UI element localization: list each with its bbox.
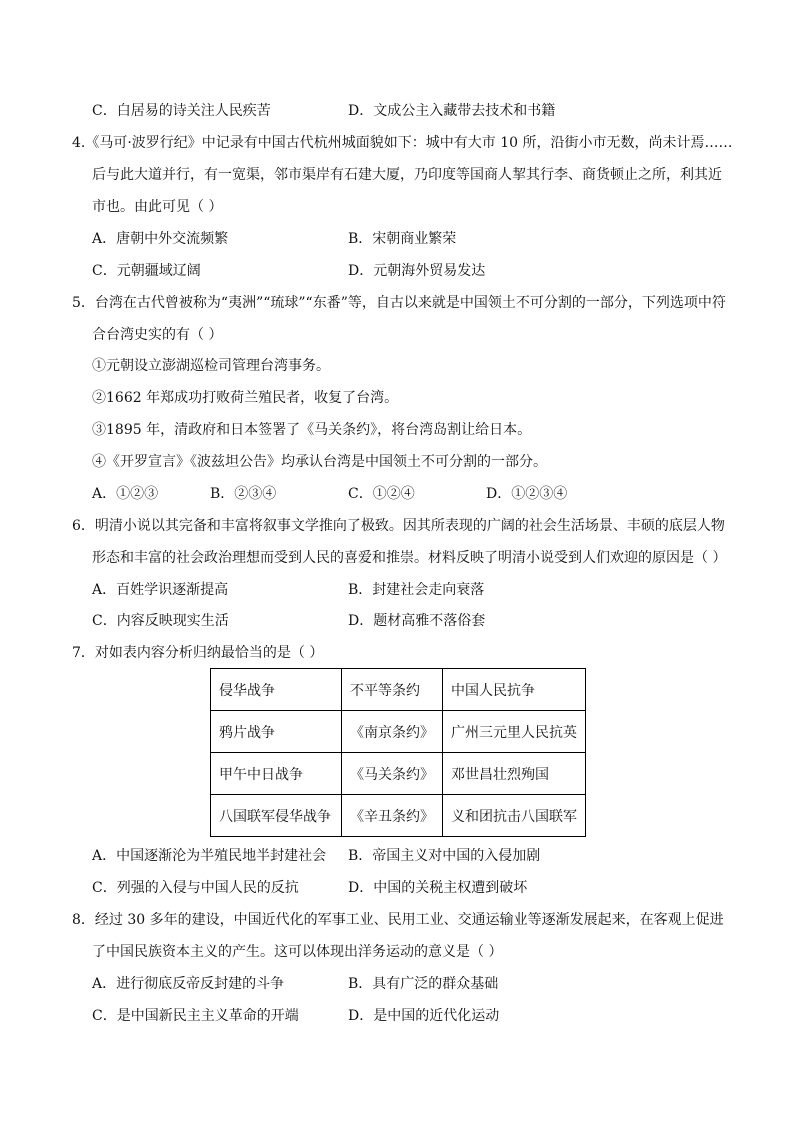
q6-stem-line-1: 6．明清小说以其完备和丰富将叙事文学推向了极致。因其所表现的广阔的社会生活场景、丰硕的底层人物 <box>72 518 725 534</box>
table-cell: 邓世昌壮烈殉国 <box>443 753 586 795</box>
q6-option-d: D．题材高雅不落俗套 <box>348 613 486 629</box>
q5-option-c: C．①②④ <box>348 486 415 502</box>
q5-stem-line-2: 合台湾史实的有（ ） <box>92 327 223 343</box>
q5-option-d: D．①②③④ <box>486 486 568 502</box>
q8-option-c: C．是中国新民主主义革命的开端 <box>92 1008 299 1024</box>
table-header-cell: 侵华战争 <box>211 669 342 711</box>
table-row <box>211 753 586 795</box>
q4-option-d: D．元朝海外贸易发达 <box>348 263 486 279</box>
q5-option-a: A．①②③ <box>92 486 159 502</box>
q5-option-b: B．②③④ <box>210 486 277 502</box>
q5-item-2: ②1662 年郑成功打败荷兰殖民者，收复了台湾。 <box>92 390 399 406</box>
q8-stem-line-1: 8．经过 30 多年的建设，中国近代化的军事工业、民用工业、交通运输业等逐渐发展起来，在客观上促进 <box>72 912 724 928</box>
q7-table <box>210 668 586 837</box>
q6-stem-line-2: 形态和丰富的社会政治理想而受到人民的喜爱和推崇。材料反映了明清小说受到人们欢迎的原因是（ ） <box>92 550 727 566</box>
q8-option-d: D．是中国的近代化运动 <box>348 1008 500 1024</box>
table-cell: 鸦片战争 <box>211 711 342 753</box>
q5-item-4: ④《开罗宣言》《波兹坦公告》均承认台湾是中国领土不可分割的一部分。 <box>92 454 547 470</box>
q4-stem-line-1: 4.《马可·波罗行纪》中记录有中国古代杭州城面貌如下：城中有大市 10 所，沿街小市无数，尚未计焉…… <box>72 135 733 151</box>
q4-option-c: C．元朝疆域辽阔 <box>92 263 201 279</box>
q5-stem-line-1: 5．台湾在古代曾被称为“夷洲”“琉球”“东番”等，自古以来就是中国领土不可分割的一部分，下列选项中符 <box>72 295 726 311</box>
q4-stem-line-3: 市也。由此可见（ ） <box>92 199 223 215</box>
q4-stem-line-2: 后与此大道并行，有一宽渠，邻市渠岸有石建大厦，乃印度等国商人挈其行李、商货顿止之所，利其近 <box>92 167 722 183</box>
table-cell: 《南京条约》 <box>342 711 443 753</box>
table-cell: 甲午中日战争 <box>211 753 342 795</box>
table-header-cell: 中国人民抗争 <box>443 669 586 711</box>
q4-option-b: B．宋朝商业繁荣 <box>348 231 457 247</box>
q7-option-c: C．列强的入侵与中国人民的反抗 <box>92 880 299 896</box>
q8-option-b: B．具有广泛的群众基础 <box>348 976 499 992</box>
table-cell: 广州三元里人民抗英 <box>443 711 586 753</box>
table-row <box>211 795 586 837</box>
q8-option-a: A．进行彻底反帝反封建的斗争 <box>92 976 285 992</box>
table-row <box>211 669 586 711</box>
table-cell: 义和团抗击八国联军 <box>443 795 586 837</box>
q3-option-c: C．白居易的诗关注人民疾苦 <box>92 103 271 119</box>
q7-option-a: A．中国逐渐沦为半殖民地半封建社会 <box>92 848 327 864</box>
q5-item-1: ①元朝设立澎湖巡检司管理台湾事务。 <box>92 358 330 374</box>
q3-option-d: D．文成公主入藏带去技术和书籍 <box>348 103 556 119</box>
q6-option-b: B．封建社会走向衰落 <box>348 582 485 598</box>
table-cell: 《马关条约》 <box>342 753 443 795</box>
q5-item-3: ③1895 年，清政府和日本签署了《马关条约》，将台湾岛割让给日本。 <box>92 422 532 438</box>
q6-option-c: C．内容反映现实生活 <box>92 613 229 629</box>
q7-option-d: D．中国的关税主权遭到破坏 <box>348 880 528 896</box>
q6-option-a: A．百姓学识逐渐提高 <box>92 582 229 598</box>
q8-stem-line-2: 了中国民族资本主义的产生。这可以体现出洋务运动的意义是（ ） <box>92 944 503 960</box>
q7-option-b: B．帝国主义对中国的入侵加剧 <box>348 848 541 864</box>
table-row <box>211 711 586 753</box>
table-cell: 八国联军侵华战争 <box>211 795 342 837</box>
table-cell: 《辛丑条约》 <box>342 795 443 837</box>
q4-option-a: A．唐朝中外交流频繁 <box>92 231 229 247</box>
table-header-cell: 不平等条约 <box>342 669 443 711</box>
q7-stem: 7．对如表内容分析归纳最恰当的是（ ） <box>72 645 324 661</box>
